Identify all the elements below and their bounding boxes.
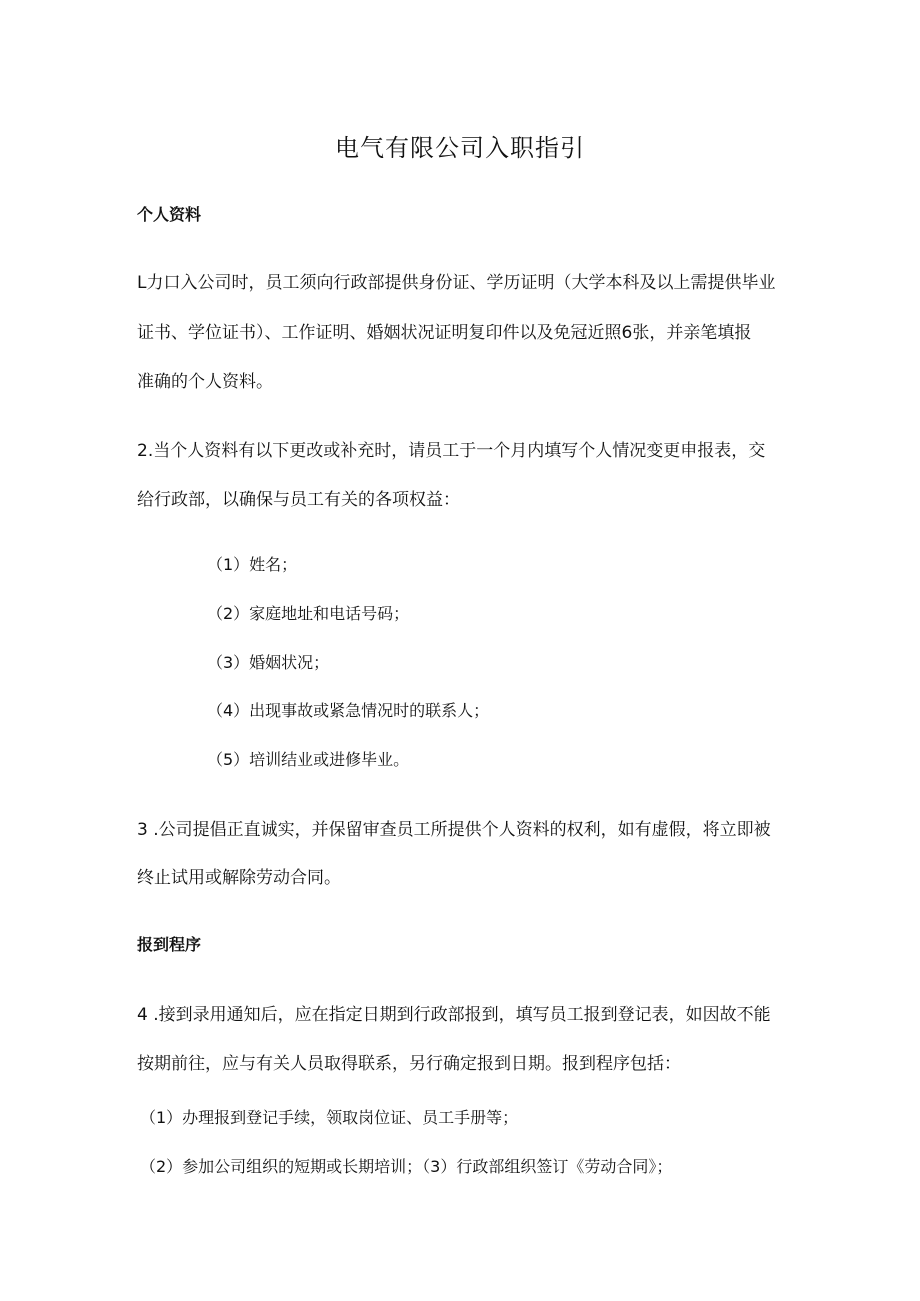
paragraph-1-line-2: 证书、学位证书）、工作证明、婚姻状况证明复印件以及免冠近照6张，并亲笔填报	[137, 323, 752, 343]
paragraph-4-line-1: 4 .接到录用通知后，应在指定日期到行政部报到，填写员工报到登记表，如因故不能	[137, 1005, 771, 1025]
list-item: （2）家庭地址和电话号码；	[207, 604, 410, 623]
list-item: （3）婚姻状况；	[207, 653, 330, 672]
paragraph-4-line-2: 按期前往，应与有关人员取得联系，另行确定报到日期。报到程序包括：	[137, 1054, 681, 1074]
list-item: （1）姓名；	[207, 555, 298, 574]
paragraph-2-line-2: 给行政部，以确保与员工有关的各项权益：	[137, 490, 460, 510]
list-item: （1）办理报到登记手续，领取岗位证、员工手册等；	[140, 1108, 519, 1127]
section-heading-personal-info: 个人资料	[137, 205, 202, 224]
paragraph-1-line-1: L力口入公司时，员工须向行政部提供身份证、学历证明（大学本科及以上需提供毕业	[137, 273, 776, 293]
paragraph-2-line-1: 2.当个人资料有以下更改或补充时，请员工于一个月内填写个人情况变更申报表，交	[137, 441, 766, 461]
list-item: （5）培训结业或进修毕业。	[207, 750, 410, 769]
paragraph-3-line-2: 终止试用或解除劳动合同。	[137, 868, 341, 888]
list-item: （4）出现事故或紧急情况时的联系人；	[207, 701, 490, 720]
document-title: 电气有限公司入职指引	[335, 134, 585, 162]
paragraph-3-line-1: 3 .公司提倡正直诚实，并保留审查员工所提供个人资料的权利，如有虚假，将立即被	[137, 820, 771, 840]
paragraph-1-line-3: 准确的个人资料。	[137, 372, 273, 392]
list-item: （2）参加公司组织的短期或长期培训；（3）行政部组织签订《劳动合同》；	[140, 1157, 673, 1176]
section-heading-check-in: 报到程序	[137, 935, 202, 954]
